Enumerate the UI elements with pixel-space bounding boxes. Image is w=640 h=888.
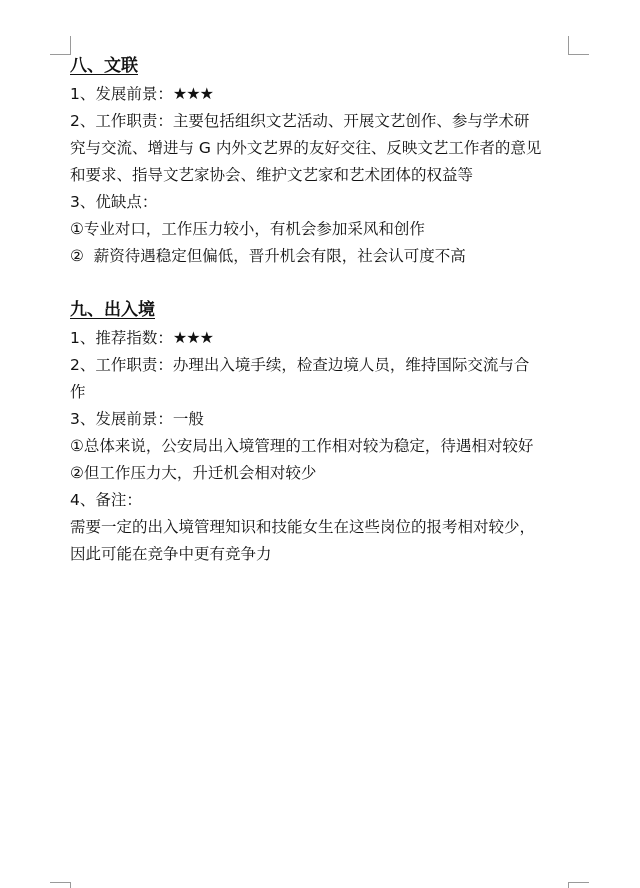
section-8-point-1: ①专业对口，工作压力较小，有机会参加采风和创作 bbox=[70, 220, 425, 238]
section-9-prospect-label: 3、发展前景： bbox=[70, 410, 173, 428]
section-9-rating-stars: ★★★ bbox=[172, 328, 213, 347]
section-8-prospect-label: 1、发展前景： bbox=[70, 85, 173, 103]
page-corner-mark-bottom-left bbox=[50, 882, 71, 888]
page-corner-mark-top-right bbox=[568, 36, 589, 55]
section-8-prospect bbox=[70, 80, 570, 108]
section-8-duties bbox=[70, 108, 570, 135]
section-9-notes-text-2: 因此可能在竞争中更有竞争力 bbox=[70, 545, 272, 563]
section-8-prospect-stars: ★★★ bbox=[172, 84, 213, 103]
section-9-point-2: ②但工作压力大，升迁机会相对较少 bbox=[70, 464, 317, 482]
section-9-title: 九、出入境 bbox=[70, 300, 155, 320]
section-9-rating-label: 1、推荐指数： bbox=[70, 329, 173, 347]
section-spacer bbox=[70, 270, 570, 296]
section-9-duties-label: 2、工作职责： bbox=[70, 356, 173, 374]
section-9-duties bbox=[70, 352, 570, 379]
section-9-prospect bbox=[70, 406, 570, 433]
section-8-duties-text-3: 和要求、指导文艺家协会、维护文艺家和艺术团体的权益等 bbox=[70, 166, 474, 184]
page-corner-mark-top-left bbox=[50, 36, 71, 55]
section-9-notes-text-1: 需要一定的出入境管理知识和技能女生在这些岗位的报考相对较少， bbox=[70, 518, 536, 536]
section-9-prospect-value: 一般 bbox=[172, 410, 204, 428]
section-9-point-1: ①总体来说，公安局出入境管理的工作相对较为稳定，待遇相对较好 bbox=[70, 437, 534, 455]
section-8-title: 八、文联 bbox=[70, 56, 138, 76]
section-9-rating bbox=[70, 324, 570, 352]
section-8-point-2: ② 薪资待遇稳定但偏低，晋升机会有限，社会认可度不高 bbox=[70, 247, 466, 265]
section-8-duties-label: 2、工作职责： bbox=[70, 112, 173, 130]
section-8-duties-text-2: 究与交流、增进与 G 内外文艺界的友好交往、反映文艺工作者的意见 bbox=[70, 139, 542, 157]
document-page bbox=[70, 52, 570, 568]
section-9-duties-text-1: 办理出入境手续，检查边境人员，维持国际交流与合 bbox=[172, 356, 530, 374]
section-8-duties-text-1: 主要包括组织文艺活动、开展文艺创作、参与学术研 bbox=[172, 112, 530, 130]
section-9-duties-text-2: 作 bbox=[70, 383, 86, 401]
section-9-notes-label: 4、备注： bbox=[70, 491, 142, 509]
section-8-pros-cons-label: 3、优缺点： bbox=[70, 193, 158, 211]
page-corner-mark-bottom-right bbox=[568, 882, 589, 888]
